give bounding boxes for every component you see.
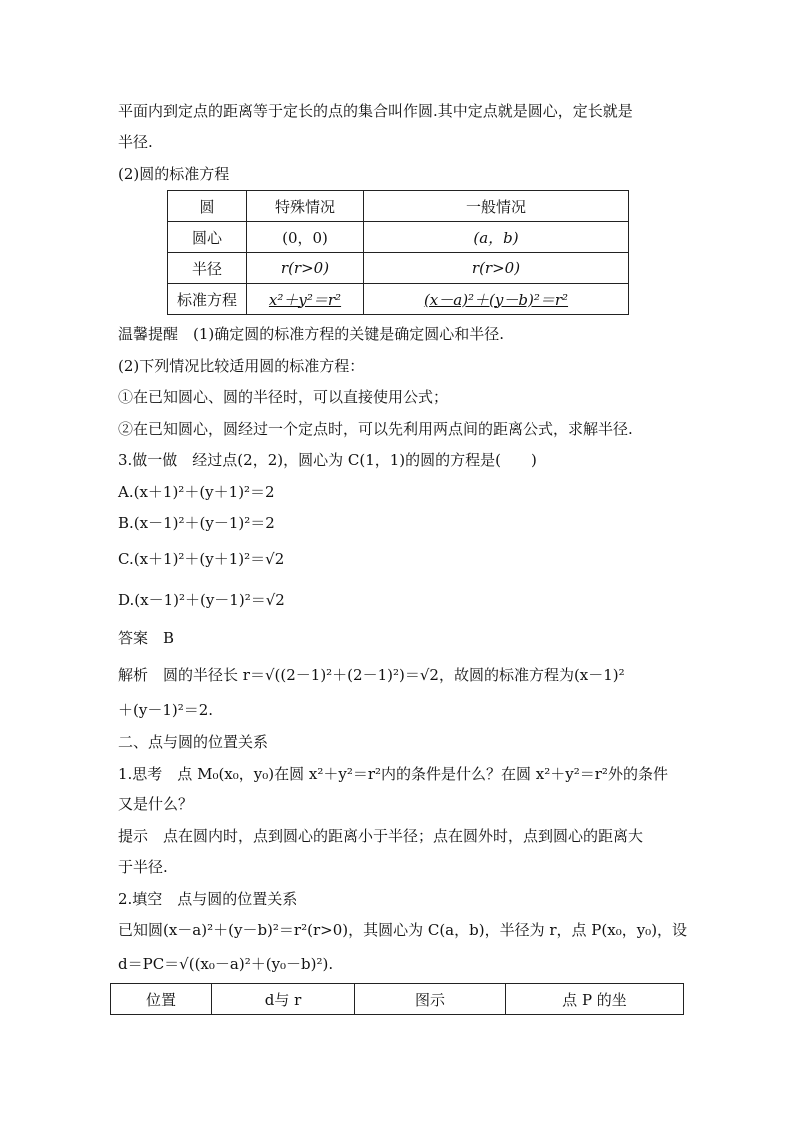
position-relation-table [110, 983, 684, 1015]
table-cell: 圆心 [168, 222, 247, 253]
answer-line [118, 627, 174, 649]
fill-line2: d＝PC＝√((x₀－a)²＋(y₀－b)²). [118, 955, 334, 973]
table-header-cell: 位置 [111, 984, 212, 1015]
table-cell: (x－a)²＋(y－b)²＝r² [364, 284, 629, 315]
table-header-cell: 点 P 的坐 [506, 984, 684, 1015]
tip-line4: ②在已知圆心，圆经过一个定点时，可以先利用两点间的距离公式，求解半径. [118, 420, 633, 438]
question-3: 3.做一做 经过点(2，2)，圆心为 C(1，1)的圆的方程是( ) [118, 451, 537, 469]
analysis-line1 [118, 664, 625, 686]
think-line1: 1.思考 点 M₀(x₀，y₀)在圆 x²＋y²＝r²内的条件是什么？在圆 x²＋y²＝r²外的条件 [118, 765, 668, 783]
table-cell: r(r>0) [364, 253, 629, 284]
analysis-text: 圆的半径长 r＝√((2－1)²＋(2－1)²)＝√2，故圆的标准方程为(x－1)² [163, 666, 625, 684]
fill-line1: 已知圆(x－a)²＋(y－b)²＝r²(r>0)，其圆心为 C(a，b)，半径为 r，点 P(x₀，y₀)，设 [118, 921, 688, 939]
table-cell: 标准方程 [168, 284, 247, 315]
tip-text: (1)确定圆的标准方程的关键是确定圆心和半径. [193, 325, 505, 343]
table-row [168, 222, 629, 253]
hint-line1: 提示 点在圆内时，点到圆心的距离小于半径；点在圆外时，点到圆心的距离大 [118, 827, 644, 845]
table-header-row [111, 984, 684, 1015]
para-definition-line2: 半径. [118, 133, 153, 151]
table-cell: (0，0) [247, 222, 364, 253]
option-a: A.(x＋1)²＋(y＋1)²＝2 [118, 483, 275, 501]
hint-line2: 于半径. [118, 858, 168, 876]
table-header-row [168, 191, 629, 222]
standard-equation-table [167, 190, 629, 315]
option-d: D.(x－1)²＋(y－1)²＝√2 [118, 591, 285, 609]
section-heading-2: 二、点与圆的位置关系 [118, 733, 269, 751]
table-cell: x²＋y²＝r² [247, 284, 364, 315]
heading-standard-equation: (2)圆的标准方程 [118, 165, 230, 183]
table-header-cell: 圆 [168, 191, 247, 222]
answer-label: 答案 [118, 629, 149, 647]
tip-line3: ①在已知圆心、圆的半径时，可以直接使用公式； [118, 388, 449, 406]
analysis-label: 解析 [118, 666, 149, 684]
table-row [168, 284, 629, 315]
option-c: C.(x＋1)²＋(y＋1)²＝√2 [118, 550, 285, 568]
table-cell: 半径 [168, 253, 247, 284]
fill-title: 2.填空 点与圆的位置关系 [118, 890, 298, 908]
option-b: B.(x－1)²＋(y－1)²＝2 [118, 514, 275, 532]
table-header-cell: 一般情况 [364, 191, 629, 222]
table-cell: (a，b) [364, 222, 629, 253]
tip-line1 [118, 323, 504, 345]
table-header-cell: 特殊情况 [247, 191, 364, 222]
answer-value: B [163, 629, 175, 647]
table-header-cell: 图示 [355, 984, 506, 1015]
tip-line2: (2)下列情况比较适用圆的标准方程： [118, 357, 365, 375]
para-definition-line1: 平面内到定点的距离等于定长的点的集合叫作圆.其中定点就是圆心，定长就是 [118, 102, 633, 120]
think-line2: 又是什么？ [118, 795, 194, 813]
tip-title: 温馨提醒 [118, 325, 179, 343]
table-cell: r(r>0) [247, 253, 364, 284]
table-row [168, 253, 629, 284]
table-header-cell: d与 r [212, 984, 355, 1015]
analysis-line2: ＋(y－1)²＝2. [118, 701, 214, 719]
